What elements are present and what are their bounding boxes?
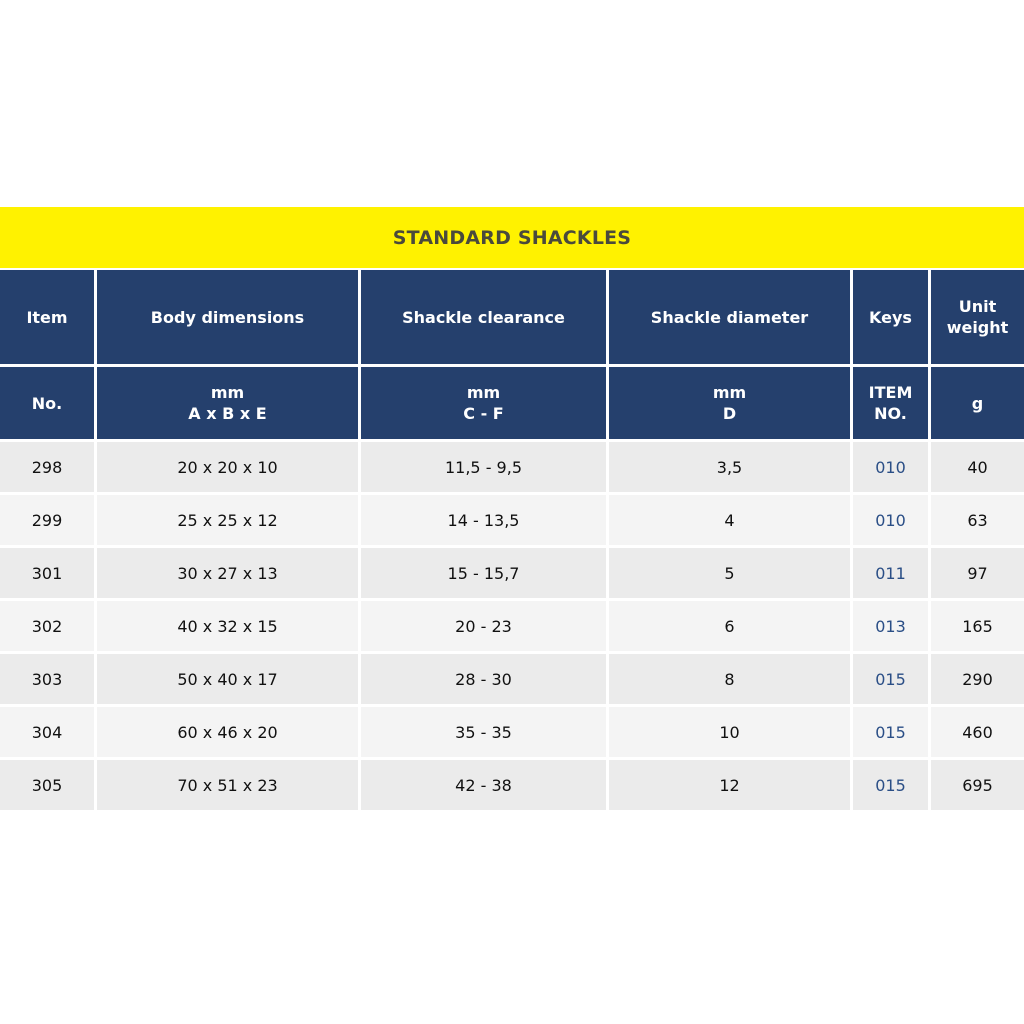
cell-item: 298 [0,442,97,495]
header-diameter-unit: mm [712,383,747,402]
cell-item: 304 [0,707,97,760]
cell-item: 302 [0,601,97,654]
table-title: STANDARD SHACKLES [392,226,632,249]
cell-item: 301 [0,548,97,601]
cell-weight: 460 [931,707,1024,760]
cell-weight: 63 [931,495,1024,548]
cell-clearance: 15 - 15,7 [361,548,609,601]
table-row [0,601,1024,654]
header-body-units [97,367,361,442]
header-item: Item [0,270,97,367]
cell-weight: 165 [931,601,1024,654]
shackles-table [0,270,1024,813]
table-row [0,548,1024,601]
header-shackle-clearance: Shackle clearance [361,270,609,367]
header-keys-item-no [853,367,931,442]
header-unit-weight-line1: Unit [958,297,997,316]
cell-diameter: 4 [609,495,853,548]
header-item-no: No. [0,367,97,442]
header-body-dims: A x B x E [188,404,267,423]
header-body-dimensions: Body dimensions [97,270,361,367]
cell-diameter: 6 [609,601,853,654]
header-unit-weight [931,270,1024,367]
cell-clearance: 35 - 35 [361,707,609,760]
table-row [0,654,1024,707]
cell-body: 60 x 46 x 20 [97,707,361,760]
table-title-bar [0,207,1024,268]
header-body-unit: mm [210,383,245,402]
header-keys-line2: NO. [874,404,907,423]
cell-clearance: 20 - 23 [361,601,609,654]
cell-body: 70 x 51 x 23 [97,760,361,813]
header-shackle-diameter: Shackle diameter [609,270,853,367]
cell-item: 299 [0,495,97,548]
header-clearance-units [361,367,609,442]
cell-clearance: 28 - 30 [361,654,609,707]
cell-weight: 40 [931,442,1024,495]
header-diameter-units [609,367,853,442]
cell-item: 303 [0,654,97,707]
header-clearance-unit: mm [466,383,501,402]
table-row [0,442,1024,495]
table-row [0,707,1024,760]
cell-keys: 010 [853,495,931,548]
cell-keys: 013 [853,601,931,654]
cell-clearance: 14 - 13,5 [361,495,609,548]
header-row-names [0,270,1024,367]
cell-body: 50 x 40 x 17 [97,654,361,707]
header-weight-unit: g [931,367,1024,442]
header-clearance-dims: C - F [463,404,504,423]
cell-item: 305 [0,760,97,813]
header-row-units [0,367,1024,442]
cell-weight: 695 [931,760,1024,813]
cell-diameter: 10 [609,707,853,760]
cell-body: 30 x 27 x 13 [97,548,361,601]
header-keys-line1: ITEM [868,383,913,402]
header-keys: Keys [853,270,931,367]
cell-keys: 011 [853,548,931,601]
cell-diameter: 3,5 [609,442,853,495]
header-diameter-dims: D [722,404,737,423]
cell-diameter: 5 [609,548,853,601]
cell-clearance: 11,5 - 9,5 [361,442,609,495]
cell-body: 40 x 32 x 15 [97,601,361,654]
cell-keys: 015 [853,707,931,760]
cell-diameter: 12 [609,760,853,813]
cell-body: 25 x 25 x 12 [97,495,361,548]
cell-clearance: 42 - 38 [361,760,609,813]
table-row [0,760,1024,813]
cell-weight: 97 [931,548,1024,601]
cell-diameter: 8 [609,654,853,707]
cell-body: 20 x 20 x 10 [97,442,361,495]
cell-keys: 015 [853,654,931,707]
cell-keys: 015 [853,760,931,813]
header-unit-weight-line2: weight [946,318,1009,337]
cell-keys: 010 [853,442,931,495]
cell-weight: 290 [931,654,1024,707]
table-row [0,495,1024,548]
